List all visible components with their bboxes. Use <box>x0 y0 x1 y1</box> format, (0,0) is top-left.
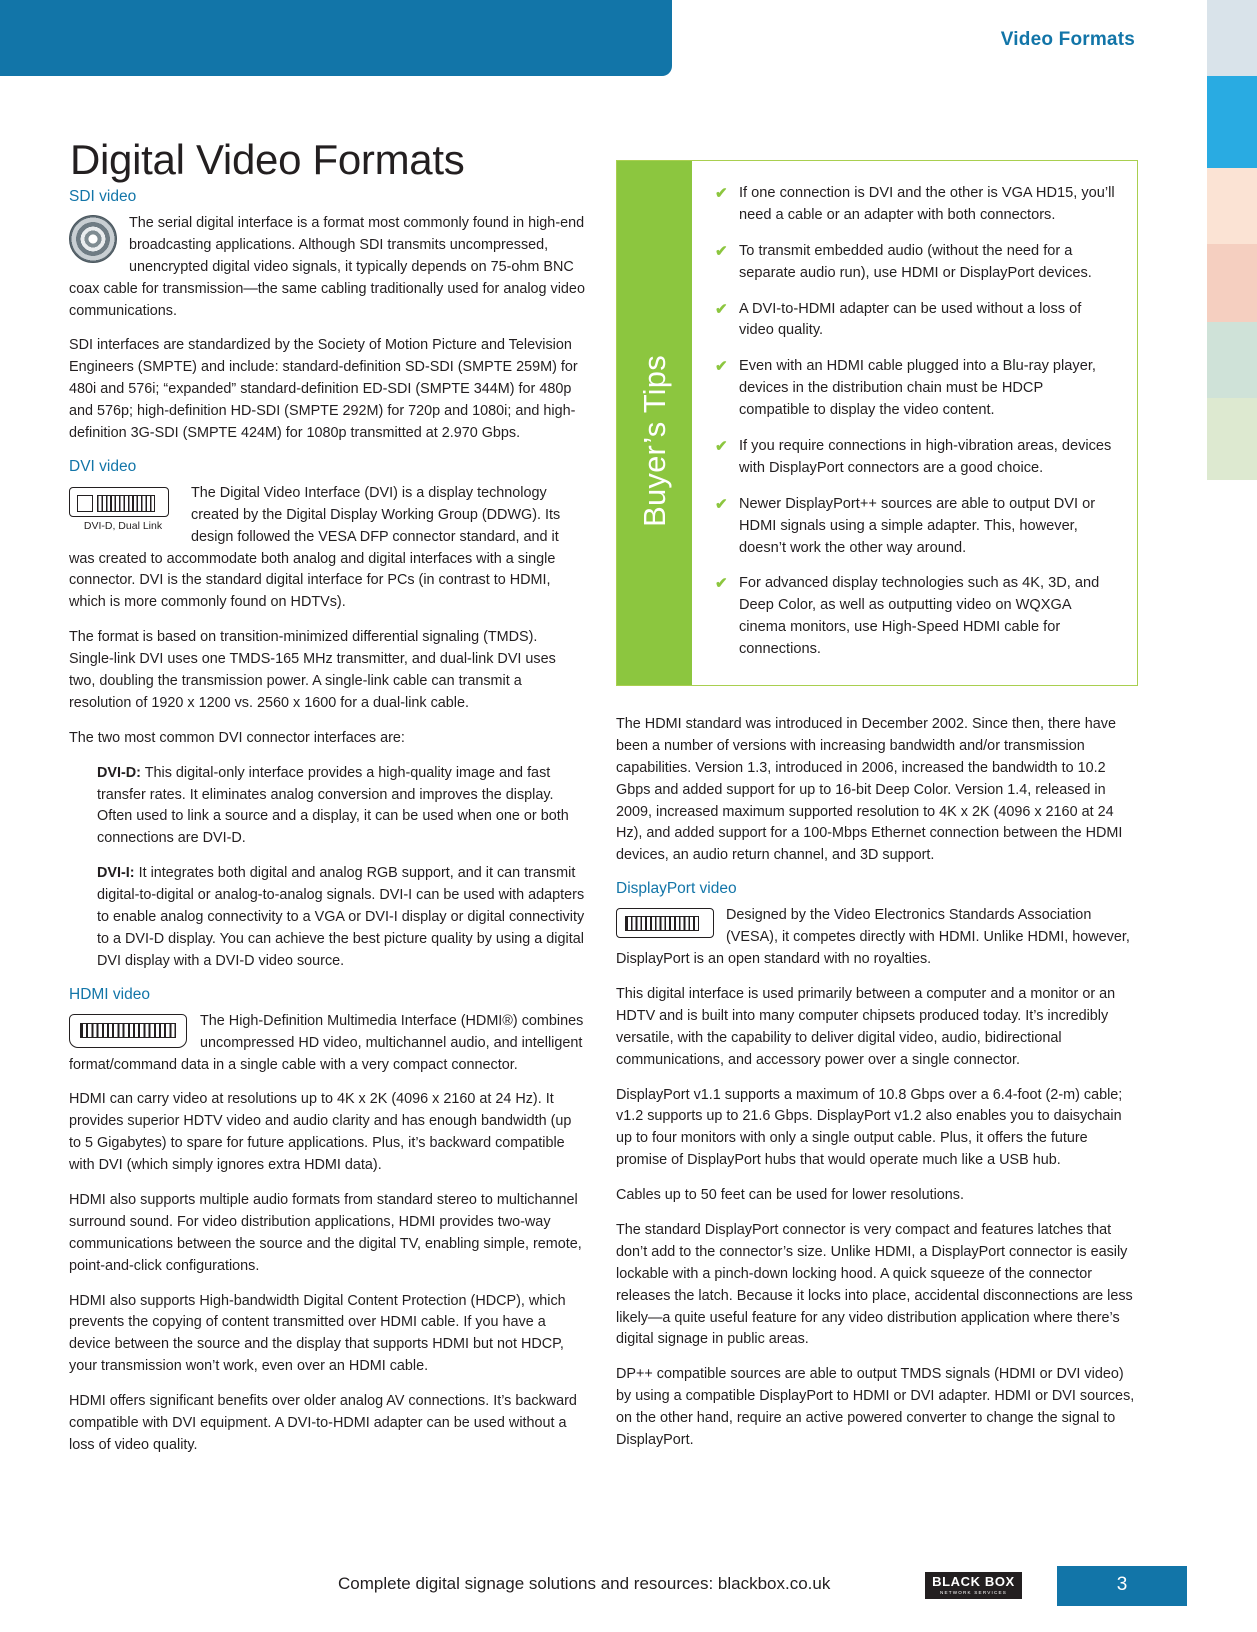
tip-text: Even with an HDMI cable plugged into a Blu-ray player, devices in the distribution chain must be HDCP compatible to display the video content. <box>739 358 1096 419</box>
dvi-i-item <box>69 863 585 972</box>
check-icon: ✔ <box>715 242 728 260</box>
paragraph-dp-4: Cables up to 50 feet can be used for lower resolutions. <box>616 1187 964 1204</box>
paragraph-dp-1: Designed by the Video Electronics Standards Association (VESA), it competes directly with HDMI. Unlike HDMI, however, DisplayPort is an open standard with no royalties. <box>616 907 1130 968</box>
paragraph-hdmi-3: HDMI also supports multiple audio formats from standard stereo to multichannel surround sound. For video distribution applications, HDMI provides two-way communications between the source and the digital TV, enabling simple, remote, point-and-click configurations. <box>69 1191 582 1274</box>
check-icon: ✔ <box>715 438 728 456</box>
paragraph-hdmi-5: HDMI offers significant benefits over older analog AV connections. It’s backward compatible with DVI equipment. A DVI-to-HDMI adapter can be used without a loss of video quality. <box>69 1393 577 1453</box>
dvi-i-text: It integrates both digital and analog RGB support, and it can transmit digital-to-digital or analog-to-analog signals. DVI-I can be used with adapters to enable analog connectivity to a VGA or DVI-I display or digital connectivity to a DVI-D display. You can achieve the best picture quality by using a digital DVI display with a DVI-D video source. <box>97 865 585 969</box>
check-icon: ✔ <box>715 185 728 202</box>
paragraph-hdmi-4: HDMI also supports High-bandwidth Digital Content Protection (HDCP), which prevents the copying of content transmitted over HDMI cable. If you have a device between the source and the display that supports HDMI but not HDCP, your transmission won’t work, even over an HDMI cable. <box>69 1292 566 1375</box>
page-number-badge: 3 <box>1057 1566 1187 1606</box>
header-bar <box>0 0 672 76</box>
paragraph-dvi-1: The Digital Video Interface (DVI) is a display technology created by the Digital Display Working Group (DDWG). Its design followed the VESA DFP connector standard, and it was created to accommodate both analog and digital interfaces with a single connector. DVI is the standard digital interface for PCs (in contrast to HDMI, which is more commonly found on HDTVs). <box>69 484 561 611</box>
paragraph-hdmi-history: The HDMI standard was introduced in December 2002. Since then, there have been a number of versions with increasing bandwidth and/or transmission capabilities. Version 1.3, introduced in 2006, increased the bandwidth to 10.2 Gbps and added support for up to 16-bit Deep Color. Version 1.4, released in 2009, increased maximum supported resolution to 4K x 2K (4096 x 2160 at 24 Hz), and added support for a 100-Mbps Ethernet connection between the HDMI devices, an audio return channel, and 3D support. <box>616 716 1123 864</box>
page-title: Digital Video Formats <box>70 136 465 184</box>
edge-tab-1 <box>1207 0 1257 76</box>
paragraph-dvi-2: The format is based on transition-minimized differential signaling (TMDS). Single-link DVI uses one TMDS-165 MHz transmitter, and dual-link DVI uses two, doubling the transmission power. A single-link cable can transmit a resolution of 1920 x 1200 vs. 2560 x 1600 for a dual-link cable. <box>69 629 556 711</box>
buyers-tips-box <box>616 160 1138 686</box>
tip-text: A DVI-to-HDMI adapter can be used without a loss of video quality. <box>739 300 1082 339</box>
dvi-i-term: DVI-I: <box>97 865 135 882</box>
edge-color-tabs <box>1207 0 1257 480</box>
paragraph-dp-5: The standard DisplayPort connector is very compact and features latches that don’t add to the connector’s size. Unlike HDMI, a DisplayPort connector is easily lockable with a pinch-down locking hood. A quick squeeze of the connector releases the latch. Because it locks into place, accidental disconnections are less likely—a quite useful feature for any video distribution application where there’s digital signage in public areas. <box>616 1221 1133 1348</box>
check-icon: ✔ <box>715 300 728 318</box>
left-column <box>69 188 585 1470</box>
tip-item <box>715 573 1117 661</box>
dvi-connector-icon-wrapper <box>69 487 177 532</box>
paragraph-sdi-1: The serial digital interface is a format most commonly found in high-end broadcasting applications. Although SDI transmits uncompressed, unencrypted digital video signals, it typically depends on 75-ohm BNC coax cable for transmission—the same cabling traditionally used for analog video communications. <box>69 215 585 319</box>
blackbox-logo <box>925 1572 1022 1599</box>
check-icon: ✔ <box>715 495 728 513</box>
buyers-tips-sidebar <box>617 161 692 685</box>
tip-text: For advanced display technologies such as 4K, 3D, and Deep Color, as well as outputting video on WQXGA cinema monitors, use High-Speed HDMI cable for connections. <box>739 575 1100 658</box>
check-icon: ✔ <box>715 575 728 593</box>
edge-tab-3 <box>1207 168 1257 244</box>
footer-logo-name: BLACK BOX <box>932 1574 1015 1589</box>
paragraph-hdmi-2: HDMI can carry video at resolutions up to 4K x 2K (4096 x 2160 at 24 Hz). It provides superior HDTV video and audio clarity and has enough bandwidth (up to 5 Gigabytes) to spare for future applications. Plus, it’s backward compatible with DVI (which simply ignores extra HDMI data). <box>69 1091 572 1174</box>
tip-item <box>715 494 1117 560</box>
heading-displayport-video: DisplayPort video <box>616 880 737 898</box>
right-column <box>616 160 1138 1465</box>
edge-tab-4 <box>1207 244 1257 322</box>
paragraph-sdi-2: SDI interfaces are standardized by the Society of Motion Picture and Television Engineers (SMPTE) and include: standard-definition SD-SDI (SMPTE 259M) for 480i and 576i; “expanded” standard-definition ED-SDI (SMPTE 344M) for 480p and 576p; high-definition HD-SDI (SMPTE 292M) for 720p and 1080i; and high-definition 3G-SDI (SMPTE 424M) for 1080p transmitted at 2.970 Gbps. <box>69 337 578 442</box>
paragraph-hdmi-1: The High-Definition Multimedia Interface (HDMI®) combines uncompressed HD video, multichannel audio, and intelligent format/command data in a single cable with a very compact connector. <box>69 1012 584 1073</box>
displayport-connector-icon <box>616 908 714 938</box>
edge-tab-2 <box>1207 76 1257 168</box>
dvi-icon-caption: DVI-D, Dual Link <box>83 519 163 532</box>
buyers-tips-label: Buyer’s Tips <box>637 355 672 527</box>
tip-text: Newer DisplayPort++ sources are able to output DVI or HDMI signals using a simple adapter. This, however, doesn’t work the other way around. <box>739 495 1096 556</box>
footer-text: Complete digital signage solutions and resources: blackbox.co.uk <box>338 1574 831 1593</box>
hdmi-connector-icon <box>69 1014 187 1048</box>
edge-tab-5 <box>1207 322 1257 398</box>
paragraph-dvi-3: The two most common DVI connector interfaces are: <box>69 729 405 746</box>
dvi-d-item <box>69 763 585 851</box>
page-footer <box>0 1544 1257 1632</box>
buyers-tips-list <box>617 161 1137 685</box>
dvi-d-term: DVI-D: <box>97 764 141 781</box>
tip-item <box>715 241 1117 285</box>
tip-item <box>715 436 1117 480</box>
edge-tab-6 <box>1207 398 1257 480</box>
tip-item <box>715 183 1117 227</box>
check-icon: ✔ <box>715 358 728 376</box>
footer-logo-subtitle: NETWORK SERVICES <box>939 1590 1008 1595</box>
paragraph-dp-3: DisplayPort v1.1 supports a maximum of 10.8 Gbps over a 6.4-foot (2-m) cable; v1.2 supports up to 21.6 Gbps. DisplayPort v1.2 also enables you to daisychain up to four monitors with only a single output cable. Plus, it offers the future promise of DisplayPort hubs that would operate much like a USB hub. <box>616 1086 1123 1169</box>
paragraph-dp-2: This digital interface is used primarily between a computer and a monitor or an HDTV and is built into many computer chipsets produced today. It’s incredibly versatile, with the capability to deliver digital video, audio, bidirectional communications, and accessory power over a single connector. <box>616 985 1116 1068</box>
heading-hdmi-video: HDMI video <box>69 985 150 1003</box>
dvi-d-text: This digital-only interface provides a high-quality image and fast transfer rates. It eliminates analog conversion and improves the display. Often used to link a source and a display, it can be used when one or both connections are DVI-D. <box>97 764 569 847</box>
tip-item <box>715 299 1117 343</box>
tip-text: To transmit embedded audio (without the need for a separate audio run), use HDMI or DisplayPort devices. <box>739 242 1092 281</box>
tip-item <box>715 356 1117 422</box>
heading-dvi-video: DVI video <box>69 457 137 475</box>
tip-text: If you require connections in high-vibration areas, devices with DisplayPort connectors are a good choice. <box>739 438 1112 476</box>
paragraph-dp-6: DP++ compatible sources are able to output TMDS signals (HDMI or DVI video) by using a compatible DisplayPort to HDMI or DVI adapter. HDMI or DVI sources, on the other hand, require an active powered converter to change the signal to DisplayPort. <box>616 1366 1135 1448</box>
bnc-connector-icon <box>69 215 117 263</box>
tip-text: If one connection is DVI and the other is VGA HD15, you’ll need a cable or an adapter with both connectors. <box>739 185 1115 223</box>
dvi-connector-icon <box>69 487 169 517</box>
running-header-title: Video Formats <box>1000 29 1135 50</box>
heading-sdi-video: SDI video <box>69 188 137 205</box>
